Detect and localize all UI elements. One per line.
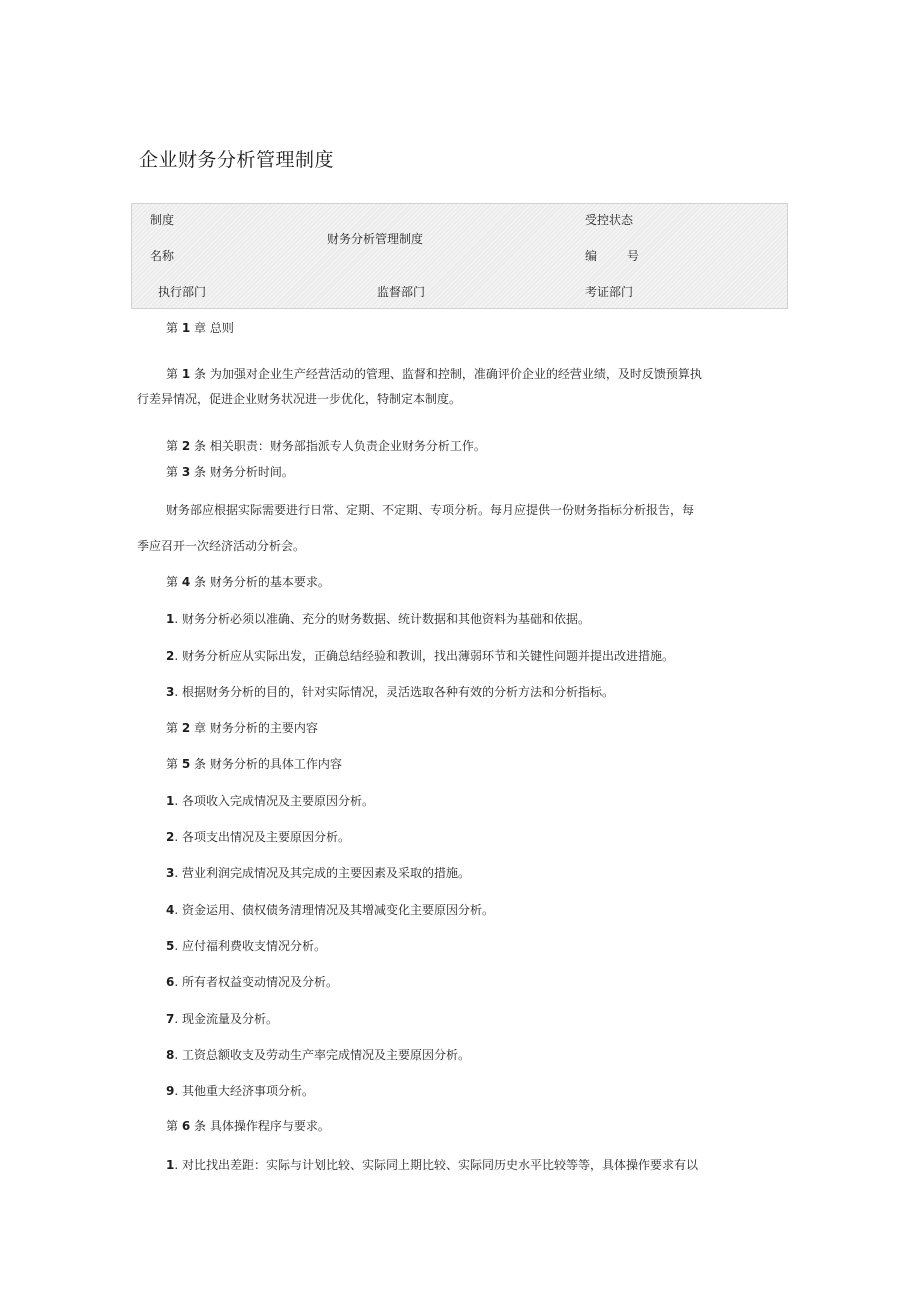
article-5-item-8: 8. 工资总额收支及劳动生产率完成情况及主要原因分析。: [166, 1048, 470, 1062]
article-5-item-9: 9. 其他重大经济事项分析。: [166, 1084, 314, 1098]
header-info-table: [131, 203, 788, 309]
value-zhidu-mingcheng: 财务分析管理制度: [327, 232, 424, 246]
label-zhidu: 制度: [150, 213, 175, 227]
article-4-item-3: 3. 根据财务分析的目的，针对实际情况，灵活选取各种有效的分析方法和分析指标。: [166, 685, 614, 699]
article-5-item-4: 4. 资金运用、债权债务清理情况及其增减变化主要原因分析。: [166, 903, 494, 917]
article-3-body-line-2: 季应召开一次经济活动分析会。: [137, 539, 306, 553]
article-6-item-1: 1. 对比找出差距：实际与计划比较、实际同上期比较、实际同历史水平比较等等，具体操作要求有以: [166, 1158, 698, 1172]
label-shoukong-zhuangtai: 受控状态: [585, 213, 634, 227]
article-5-item-5: 5. 应付福利费收支情况分析。: [166, 939, 326, 953]
article-4-item-1: 1. 财务分析必须以准确、充分的财务数据、统计数据和其他资料为基础和依据。: [166, 612, 590, 626]
label-hao: 号: [627, 249, 640, 263]
article-4: 第 4 条 财务分析的基本要求。: [166, 575, 330, 589]
article-1-line-2: 行差异情况，促进企业财务状况进一步优化，特制定本制度。: [137, 392, 462, 406]
article-6: 第 6 条 具体操作程序与要求。: [166, 1119, 330, 1133]
article-5: 第 5 条 财务分析的具体工作内容: [166, 757, 342, 771]
article-1-line-1: 第 1 条 为加强对企业生产经营活动的管理、监督和控制，准确评价企业的经营业绩，及时反馈预算执: [166, 367, 702, 381]
article-5-item-6: 6. 所有者权益变动情况及分析。: [166, 975, 338, 989]
article-5-item-3: 3. 营业利润完成情况及其完成的主要因素及采取的措施。: [166, 866, 470, 880]
document-title: 企业财务分析管理制度: [139, 149, 335, 171]
article-5-item-1: 1. 各项收入完成情况及主要原因分析。: [166, 794, 374, 808]
label-mingcheng: 名称: [150, 249, 175, 263]
label-kaozheng-bumen: 考证部门: [585, 285, 634, 299]
chapter-1-heading: 第 1 章 总则: [166, 321, 234, 335]
article-5-item-2: 2. 各项支出情况及主要原因分析。: [166, 830, 350, 844]
article-2: 第 2 条 相关职责：财务部指派专人负责企业财务分析工作。: [166, 439, 486, 453]
article-5-item-7: 7. 现金流量及分析。: [166, 1012, 278, 1026]
label-zhixing-bumen: 执行部门: [158, 285, 207, 299]
label-bian: 编: [585, 249, 598, 263]
article-3-body-line-1: 财务部应根据实际需要进行日常、定期、不定期、专项分析。每月应提供一份财务指标分析报告，每: [166, 503, 695, 517]
article-4-item-2: 2. 财务分析应从实际出发，正确总结经验和教训，找出薄弱环节和关键性问题并提出改进措施。: [166, 649, 674, 663]
label-jiandu-bumen: 监督部门: [377, 285, 426, 299]
article-3: 第 3 条 财务分析时间。: [166, 465, 294, 479]
chapter-2-heading: 第 2 章 财务分析的主要内容: [166, 721, 318, 735]
